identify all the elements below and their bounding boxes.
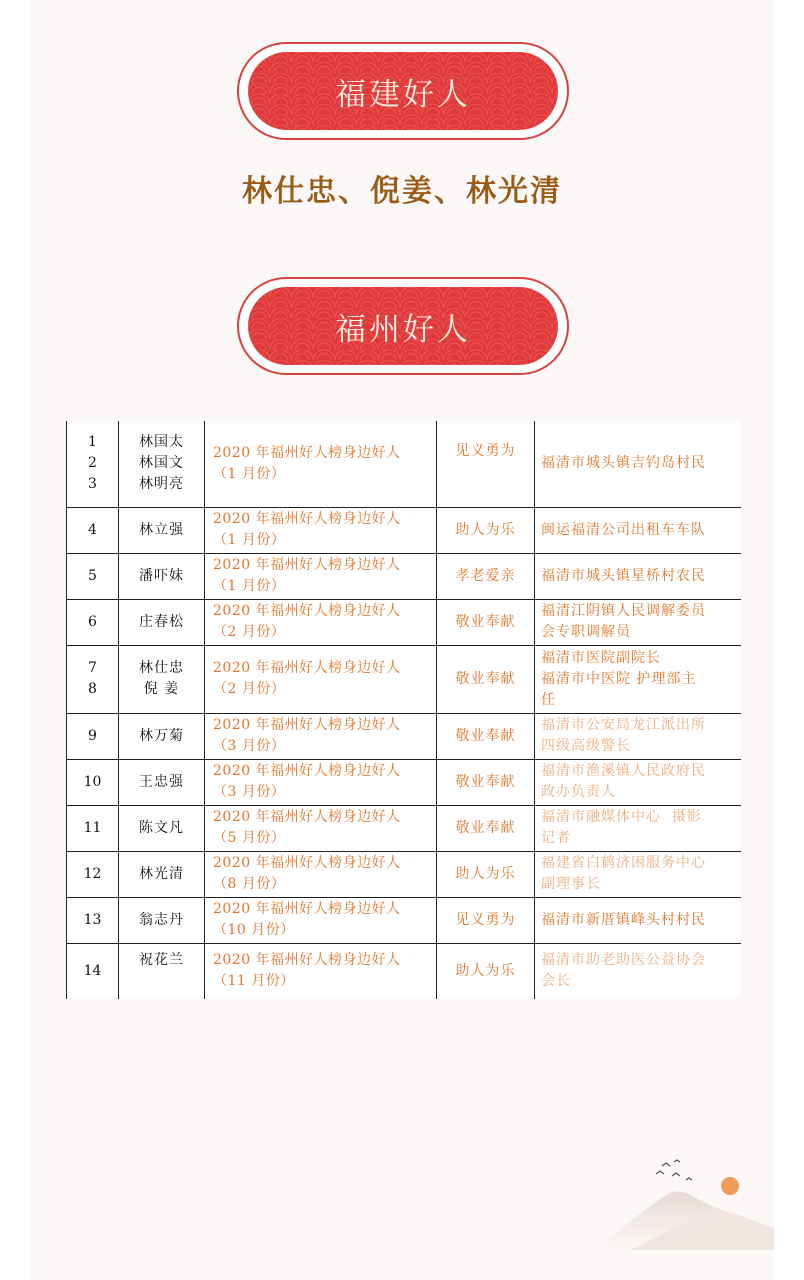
table-row bbox=[67, 805, 741, 851]
row-number: 1 2 3 bbox=[67, 421, 119, 507]
table-row bbox=[67, 553, 741, 599]
row-unit: 福清市医院副院长 福清市中医院 护理部主 任 bbox=[535, 645, 741, 713]
row-number: 13 bbox=[67, 897, 119, 943]
row-number: 11 bbox=[67, 805, 119, 851]
table-row bbox=[67, 713, 741, 759]
row-type: 敬业奉献 bbox=[437, 759, 535, 805]
row-type: 敬业奉献 bbox=[437, 645, 535, 713]
section-header-fujian bbox=[237, 42, 569, 140]
row-type: 见义勇为 bbox=[437, 421, 535, 507]
section-header-fuzhou bbox=[237, 277, 569, 375]
fujian-names: 林仕忠、倪姜、林光清 bbox=[242, 174, 562, 209]
section-title: 福州好人 bbox=[335, 311, 471, 348]
row-type: 助人为乐 bbox=[437, 507, 535, 553]
row-title: 2020 年福州好人榜身边好人 （1 月份） bbox=[205, 507, 437, 553]
row-title: 2020 年福州好人榜身边好人 （3 月份） bbox=[205, 713, 437, 759]
table-row bbox=[67, 421, 741, 507]
table-row bbox=[67, 507, 741, 553]
row-title: 2020 年福州好人榜身边好人 （10 月份） bbox=[205, 897, 437, 943]
row-title: 2020 年福州好人榜身边好人 （2 月份） bbox=[205, 599, 437, 645]
row-title: 2020 年福州好人榜身边好人 （1 月份） bbox=[205, 421, 437, 507]
section-pill bbox=[248, 287, 558, 365]
row-unit: 福清市城头镇吉钓岛村民 bbox=[535, 421, 741, 507]
section-pill bbox=[248, 52, 558, 130]
honor-table-image bbox=[66, 421, 740, 997]
row-names: 林光清 bbox=[119, 851, 205, 897]
row-number: 5 bbox=[67, 553, 119, 599]
table-row bbox=[67, 897, 741, 943]
row-title: 2020 年福州好人榜身边好人 （8 月份） bbox=[205, 851, 437, 897]
row-number: 10 bbox=[67, 759, 119, 805]
section-title: 福建好人 bbox=[335, 76, 471, 113]
table-row bbox=[67, 645, 741, 713]
mountain-sun-decoration bbox=[590, 1150, 774, 1250]
birds-icon bbox=[656, 1160, 692, 1180]
row-number: 14 bbox=[67, 943, 119, 999]
row-unit: 福清市公安局龙江派出所 四级高级警长 bbox=[535, 713, 741, 759]
row-type: 敬业奉献 bbox=[437, 599, 535, 645]
row-title: 2020 年福州好人榜身边好人 （1 月份） bbox=[205, 553, 437, 599]
row-unit: 福清市助老助医公益协会 会长 bbox=[535, 943, 741, 999]
row-number: 4 bbox=[67, 507, 119, 553]
row-type: 敬业奉献 bbox=[437, 713, 535, 759]
row-number: 7 8 bbox=[67, 645, 119, 713]
row-unit: 福清市城头镇星桥村农民 bbox=[535, 553, 741, 599]
sun-icon bbox=[721, 1177, 739, 1195]
row-names: 林万菊 bbox=[119, 713, 205, 759]
row-unit: 福清市渔溪镇人民政府民 政办负责人 bbox=[535, 759, 741, 805]
row-names: 翁志丹 bbox=[119, 897, 205, 943]
row-unit: 福清市新厝镇峰头村村民 bbox=[535, 897, 741, 943]
row-names: 林立强 bbox=[119, 507, 205, 553]
row-unit: 福建省白鹤济困服务中心 副理事长 bbox=[535, 851, 741, 897]
row-unit: 闽运福清公司出租车车队 bbox=[535, 507, 741, 553]
row-unit: 福清市融媒体中心 摄影 记者 bbox=[535, 805, 741, 851]
row-title: 2020 年福州好人榜身边好人 （5 月份） bbox=[205, 805, 437, 851]
row-names: 林仕忠 倪 姜 bbox=[119, 645, 205, 713]
row-title: 2020 年福州好人榜身边好人 （3 月份） bbox=[205, 759, 437, 805]
table-row bbox=[67, 943, 741, 999]
row-type: 助人为乐 bbox=[437, 943, 535, 999]
row-number: 12 bbox=[67, 851, 119, 897]
row-names: 祝花兰 bbox=[119, 943, 205, 999]
row-number: 6 bbox=[67, 599, 119, 645]
table-row bbox=[67, 599, 741, 645]
row-unit: 福清江阴镇人民调解委员 会专职调解员 bbox=[535, 599, 741, 645]
row-names: 庄春松 bbox=[119, 599, 205, 645]
row-title: 2020 年福州好人榜身边好人 （11 月份） bbox=[205, 943, 437, 999]
row-names: 潘吓妹 bbox=[119, 553, 205, 599]
row-names: 林国太 林国文 林明亮 bbox=[119, 421, 205, 507]
table-row bbox=[67, 851, 741, 897]
table-row bbox=[67, 759, 741, 805]
row-title: 2020 年福州好人榜身边好人 （2 月份） bbox=[205, 645, 437, 713]
row-number: 9 bbox=[67, 713, 119, 759]
honor-table bbox=[66, 421, 741, 999]
row-names: 陈文凡 bbox=[119, 805, 205, 851]
row-type: 孝老爱亲 bbox=[437, 553, 535, 599]
row-type: 助人为乐 bbox=[437, 851, 535, 897]
row-type: 敬业奉献 bbox=[437, 805, 535, 851]
row-names: 王忠强 bbox=[119, 759, 205, 805]
row-type: 见义勇为 bbox=[437, 897, 535, 943]
